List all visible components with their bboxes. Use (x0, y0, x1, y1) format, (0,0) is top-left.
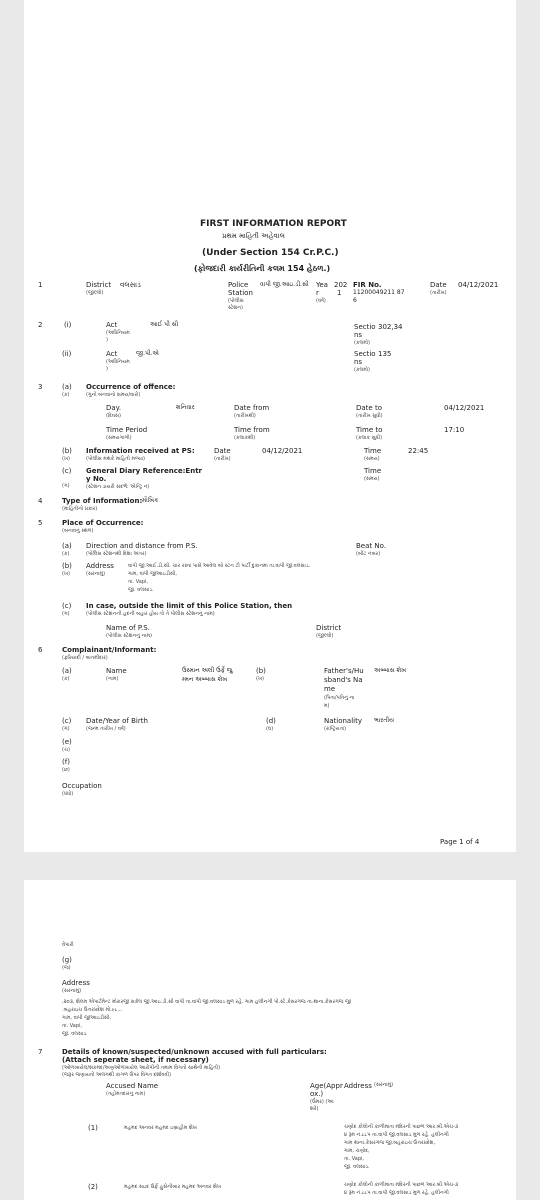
act-sublabel: ) (106, 366, 108, 372)
place-sublabel: (બનાવનું સ્થળ) (62, 528, 94, 534)
accused-address-line: ચણોદ કોલોની કાળીમાતા મંદિરની પાછળ આર.બી.એચ-૩ (344, 1124, 459, 1130)
name-sublabel: (નામ) (106, 676, 119, 682)
father-name-value: અબ્બાસ શેખ (374, 667, 407, 674)
section-sublabel: (કલમો) (354, 340, 370, 346)
act-label: Act (106, 321, 118, 329)
direction-sublabel: (પોલિસ સ્ટેશનથી દિશા અંતર) (86, 551, 147, 557)
act-sublabel: (અધિનિયમ (106, 359, 130, 365)
year-value: 202 (334, 281, 348, 289)
accused-details-heading: Details of known/suspected/unknown accused with full particulars: (62, 1048, 327, 1056)
father-name-label: sband's Na (324, 676, 363, 684)
occupation-sublabel: (ધંધો) (62, 791, 74, 797)
sub-index: (g) (62, 956, 72, 964)
item-number: 4 (38, 497, 43, 505)
sub-index: (f) (62, 758, 70, 766)
sub-index: (c) (62, 467, 72, 475)
sub-index-gujarati: (ગ) (62, 483, 70, 489)
ps-name-sublabel: (પોલીસ સ્ટેશનનું નામ) (106, 633, 153, 639)
sub-index: (b) (256, 667, 266, 675)
sub-index: (a) (62, 667, 72, 675)
sub-index: (a) (62, 383, 72, 391)
item-number: 7 (38, 1048, 43, 1056)
date-from-sublabel: (તારીખથી) (234, 413, 256, 419)
sub-index-gujarati: (ગ) (62, 726, 70, 732)
address-line: તા. Vapi, (62, 1023, 82, 1029)
report-title-gujarati: પ્રથમ માહિતી અહેવાલ (222, 232, 285, 240)
occurrence-sublabel: (ગુનો બનવાનો સમય/વારો) (86, 392, 141, 398)
section-label: Sectio (354, 323, 376, 331)
complainant-sublabel: (ફરિયાદી / બાતમીદાર) (62, 655, 108, 661)
nationality-sublabel: (રાષ્ટ્રિયતા) (324, 726, 347, 732)
column-header-address-sublabel: (સરનામું) (374, 1082, 394, 1088)
year-label: Yea (316, 281, 328, 289)
info-type-value: મૌખિક (142, 497, 159, 504)
sub-index-gujarati: (ક) (62, 676, 70, 682)
beat-sublabel: (બીટ નંબર) (356, 551, 381, 557)
column-header-address: Address (344, 1082, 372, 1090)
info-received-label: Information received at PS: (86, 447, 195, 455)
district-label: District (86, 281, 112, 289)
info-date-sublabel: (તારીખ) (214, 456, 231, 462)
direction-label: Direction and distance from P.S. (86, 542, 198, 550)
document-page-1 (24, 0, 516, 852)
outside-limit-label: In case, outside the limit of this Police Station, then (86, 602, 293, 610)
address-line: તા. Vapi, (128, 579, 148, 585)
sub-index-gujarati: (ખ) (256, 676, 265, 682)
district-sublabel: (જીલ્લો) (316, 633, 334, 639)
year-label: r (316, 289, 319, 297)
gd-time-label: Time (364, 467, 382, 475)
info-date-value: 04/12/2021 (262, 447, 303, 455)
sub-index-gujarati: (ગ) (62, 611, 70, 617)
address-label: Address (62, 979, 90, 987)
column-header-name-sublabel: (તહોમતદારનું નામ) (106, 1091, 146, 1097)
general-diary-label: General Diary Reference:Entr (86, 467, 202, 475)
act-index: (i) (64, 321, 72, 329)
accused-address-line: ગામ, ચણોદ, (344, 1148, 370, 1154)
date-from-label: Date from (234, 404, 270, 412)
info-type-sublabel: (માહિતીનો પ્રકાર) (62, 506, 98, 512)
accused-address-line: ગામ થાના.કેસરગંજ જી.બહરાઇચ ઉત્તરપ્રદેશ, (344, 1140, 436, 1146)
column-header-age-sublabel: શરે) (310, 1106, 319, 1112)
time-from-label: Time from (234, 426, 270, 434)
dob-sublabel: (જન્મ તારીખ / વર્ષ) (86, 726, 126, 732)
accused-address-line: ૪ રૂમ નં.૮૮૫ તા.વાપી જી.વલસાડ મુળ રહે. હલીનગી (344, 1132, 449, 1138)
section-sublabel: (કલમો) (354, 367, 370, 373)
day-sublabel: (દિવસ) (106, 413, 121, 419)
accused-number: (2) (88, 1183, 98, 1191)
year-value: 1 (337, 289, 342, 297)
day-value: શનિવાર (176, 404, 195, 411)
sub-index-gujarati: (ચ) (62, 747, 70, 753)
occupation-value: વેપારી (62, 942, 74, 948)
occurrence-label: Occurrence of offence: (86, 383, 176, 391)
accused-name: મહમદ સઇદ ઉર્ફે હુસેનીબાર મહમદ અનવર શેખ (124, 1184, 222, 1190)
column-header-age: ox.) (310, 1090, 324, 1098)
father-name-sublabel: મ) (324, 703, 330, 709)
act-value: જી.પી.એ (136, 350, 159, 357)
section-label: ns (354, 358, 363, 366)
date-value: 04/12/2021 (458, 281, 499, 289)
time-from-sublabel: (કલાકથી) (234, 435, 256, 441)
sub-index-gujarati: (ઘ) (266, 726, 274, 732)
year-sublabel: (વર્ષ) (316, 298, 326, 304)
sub-index: (a) (62, 542, 72, 550)
sub-index-gujarati: (ખ) (62, 571, 71, 577)
date-to-value: 04/12/2021 (444, 404, 485, 412)
item-number: 1 (38, 281, 43, 289)
sub-index: (c) (62, 602, 72, 610)
sub-index: (b) (62, 562, 72, 570)
report-section-gujarati: (ફોજદારી કાર્યરીતિની કલમ 154 હેઠળ.) (194, 264, 331, 273)
police-station-sublabel: સ્ટેશન) (228, 305, 243, 311)
accused-address-line: જી. વલસાડ. (344, 1164, 370, 1170)
address-sublabel: (સરનામું) (86, 571, 106, 577)
page-number: Page 1 of 4 (440, 838, 480, 846)
sub-index-gujarati: (ક) (62, 551, 70, 557)
outside-limit-sublabel: (પોલીસ સ્ટેશનની હદની બહાર હોય તો તે પોલીસ સ્ટેશનનું નામ) (86, 611, 215, 617)
report-section: (Under Section 154 Cr.P.C.) (202, 248, 339, 258)
act-sublabel: (અધિનિયમ (106, 330, 130, 336)
info-date-label: Date (214, 447, 231, 455)
accused-address-line: ૪ રૂમ નં.૮૮૫ તા.વાપી જી.વલસાડ મુળ રહે. હલીનગી (344, 1190, 449, 1196)
sub-index-gujarati: (જ) (62, 965, 71, 971)
section-label: Sectio (354, 350, 376, 358)
accused-details-sublabel: (ઓળખાયેલ/શકમંદ/અણઓળખાયેલ આરોપીની તમામ વિગતો સાથેની માહિતી) (62, 1065, 221, 1071)
item-number: 3 (38, 383, 43, 391)
item-number: 6 (38, 646, 43, 654)
time-to-value: 17:10 (444, 426, 465, 434)
father-name-label: me (324, 685, 336, 693)
district-label: District (316, 624, 342, 632)
sub-index-gujarati: (ક) (62, 392, 70, 398)
general-diary-label: y No. (86, 475, 107, 483)
district-value: વલસાડ (120, 281, 141, 289)
day-label: Day. (106, 404, 122, 412)
sub-index-gujarati: (છ) (62, 767, 70, 773)
dob-label: Date/Year of Birth (86, 717, 148, 725)
accused-address-line: ચણોદ કોલોની કાળીમાતા મંદિરની પાછળ આર.બી.એચ-૩ (344, 1182, 459, 1188)
father-name-sublabel: (પિતા/પતિનું ના (324, 695, 355, 701)
info-time-value: 22:45 (408, 447, 429, 455)
fir-number-label: FIR No. (353, 281, 382, 289)
date-label: Date (430, 281, 447, 289)
police-station-value: વાપી જી.આઇ.ડી.સી (260, 281, 309, 288)
police-station-label: Station (228, 289, 253, 297)
general-diary-sublabel: (સ્ટેશન ડાયરી સંદર્ભ: એન્ટ્રિ નં) (86, 484, 150, 490)
address-line: ગામ, વાપી જીઆઇડીસી, (62, 1015, 111, 1021)
address-sublabel: (સરનામું) (62, 988, 82, 994)
info-time-label: Time (364, 447, 382, 455)
address-line: ,૨૦૩, શેલમ એપાર્ટમેન્ટ મોરારજી સર્કલ જી.આઇ.ડી.સી વાપી તા.વાપી જી.વલસાડ મુળ રહે. ગામ હલીનગી પો.સ્ટે.કેસરગંજ તા.થાના.કેસરગંજ જી (62, 999, 351, 1005)
beat-label: Beat No. (356, 542, 386, 550)
time-period-label: Time Period (106, 426, 148, 434)
district-sublabel: (જીલ્લો) (86, 290, 104, 296)
column-header-name: Accused Name (106, 1082, 159, 1090)
address-line: જી. વલસાડ. (62, 1031, 88, 1037)
section-label: ns (354, 331, 363, 339)
time-to-label: Time to (356, 426, 383, 434)
address-line: વાપી જી.આઈ.ડી.સી. ચાર રસ્તા પાસે આવેલ બો સ્ટન ટી પાર્ટી દુકાનમાં તા.વાપી જી.વલસાડ. (128, 563, 311, 569)
date-to-label: Date to (356, 404, 382, 412)
column-header-age: Age(Appr (310, 1082, 343, 1090)
police-station-label: Police (228, 281, 249, 289)
info-type-label: Type of Information: (62, 497, 143, 505)
section-value: 135 (378, 350, 392, 358)
address-line: ગામ, વાપી જીઆઇડીસી, (128, 571, 177, 577)
accused-details-sublabel: (જરૂર જણાયતો અલગથી કાગળ ઉપર વિગત દર્શાવવી) (62, 1072, 172, 1078)
place-label: Place of Occurrence: (62, 519, 144, 527)
accused-number: (1) (88, 1124, 98, 1132)
time-to-sublabel: (કલાક સુધી) (356, 435, 383, 441)
accused-address-line: તા. Vapi, (344, 1156, 364, 1162)
police-station-sublabel: (પોલીસ (228, 298, 244, 304)
occupation-label: Occupation (62, 782, 102, 790)
item-number: 2 (38, 321, 43, 329)
fir-number-value: 6 (353, 297, 357, 304)
date-to-sublabel: (તારીખ સુધી) (356, 413, 383, 419)
column-header-age-sublabel: (ઉંમર) (આ (310, 1099, 334, 1105)
sub-index: (c) (62, 717, 72, 725)
sub-index: (d) (266, 717, 276, 725)
act-label: Act (106, 350, 118, 358)
complainant-name: ઉસ્માન અલી ઉર્ફે જુ (182, 667, 233, 674)
sub-index: (e) (62, 738, 72, 746)
address-line: .બહરાઇચ ઉત્તરપ્રદેશ મો.૯૮... (62, 1007, 123, 1013)
name-label: Name (106, 667, 127, 675)
report-title: FIRST INFORMATION REPORT (200, 219, 347, 229)
act-value: આઈ પી સી (150, 321, 179, 328)
info-time-sublabel: (સમય) (364, 456, 380, 462)
accused-details-heading: (Attach seperate sheet, if necessary) (62, 1056, 209, 1064)
time-period-sublabel: (સમયગાળો) (106, 435, 132, 441)
act-index: (ii) (62, 350, 72, 358)
address-label: Address (86, 562, 114, 570)
document-page-2 (24, 880, 516, 1200)
sub-index: (b) (62, 447, 72, 455)
father-name-label: Father's/Hu (324, 667, 364, 675)
date-sublabel: (તારીખ) (430, 290, 447, 296)
complainant-name: મ્મન અબ્બાસ શેખ (182, 676, 228, 683)
nationality-label: Nationality (324, 717, 363, 725)
address-line: જી. વલસાડ. (128, 587, 154, 593)
accused-name: મહમદ અનવર મહમદ ઇબ્રાહીમ શેખ (124, 1125, 197, 1131)
sub-index-gujarati: (ખ) (62, 456, 71, 462)
ps-name-label: Name of P.S. (106, 624, 150, 632)
info-received-sublabel: (પોલીસ મથકે માહિતી મળ્યા) (86, 456, 145, 462)
gd-time-sublabel: (સમય) (364, 476, 380, 482)
item-number: 5 (38, 519, 43, 527)
section-value: 302,34 (378, 323, 403, 331)
fir-number-value: 11200049211 87 (353, 289, 405, 296)
nationality-value: ભારતીય (374, 717, 394, 724)
complainant-label: Complainant/Informant: (62, 646, 157, 654)
act-sublabel: ) (106, 337, 108, 343)
